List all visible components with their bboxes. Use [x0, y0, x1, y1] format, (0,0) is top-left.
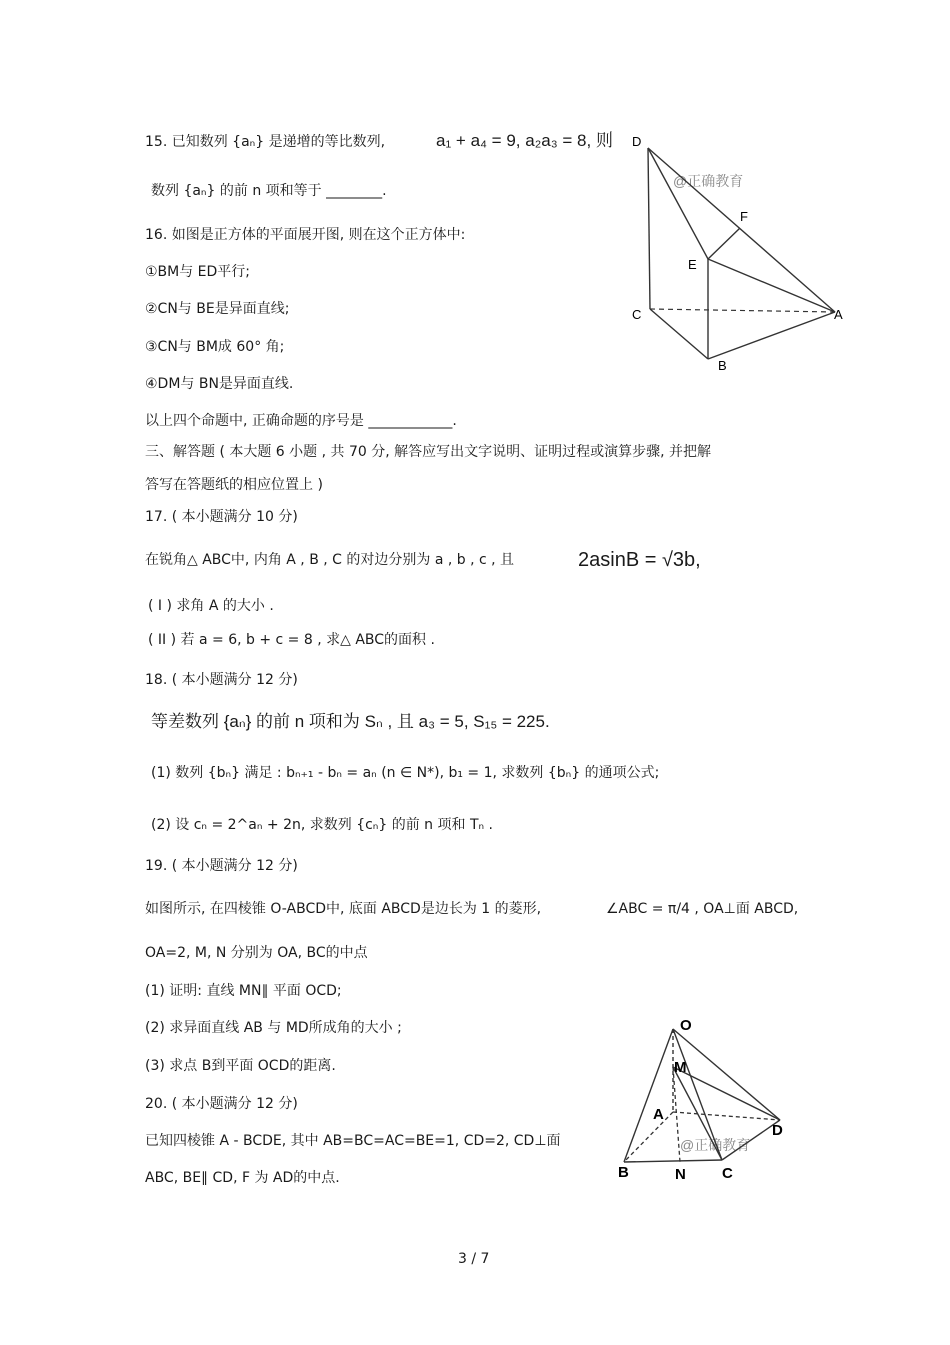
q18-part2: (2) 设 cₙ = 2^aₙ + 2n, 求数列 {cₙ} 的前 n 项和 Tₙ .	[151, 817, 493, 833]
figure1-label-E: E	[688, 257, 697, 272]
q16-statement-2: ②CN与 BE是异面直线;	[145, 301, 290, 317]
q17-equation: 2asinB = √3b,	[578, 549, 701, 571]
figure1-label-C: C	[632, 307, 642, 322]
q15-line2: 数列 {aₙ} 的前 n 项和等于 ________.	[151, 183, 387, 199]
q19-stem2: OA=2, M, N 分别为 OA, BC的中点	[145, 945, 368, 961]
figure2-label-M: M	[674, 1059, 687, 1076]
q16-title: 16. 如图是正方体的平面展开图, 则在这个正方体中:	[145, 227, 466, 243]
q17-part1: ( I ) 求角 A 的大小 .	[148, 598, 274, 614]
figure2-label-A: A	[653, 1106, 664, 1123]
tetrahedron-figure	[625, 128, 850, 378]
q18-stem: 等差数列 {aₙ} 的前 n 项和为 Sₙ , 且 a₃ = 5, S₁₅ = 225.	[151, 712, 550, 731]
q16-answer: 以上四个命题中, 正确命题的序号是 ____________.	[145, 413, 457, 429]
figure2-label-N: N	[675, 1166, 686, 1183]
q15-line1: 15. 已知数列 {aₙ} 是递增的等比数列,	[145, 134, 386, 150]
figure2-label-O: O	[680, 1017, 692, 1034]
q19-part1: (1) 证明: 直线 MN∥ 平面 OCD;	[145, 983, 342, 999]
q19-condition: ∠ABC = π/4 , OA⊥面 ABCD,	[606, 901, 799, 917]
q17-stem: 在锐角△ ABC中, 内角 A , B , C 的对边分别为 a , b , c , 且	[145, 552, 515, 568]
q19-part3: (3) 求点 B到平面 OCD的距离.	[145, 1058, 336, 1074]
pyramid-figure	[610, 1012, 800, 1184]
q16-statement-1: ①BM与 ED平行;	[145, 264, 251, 280]
q17-title: 17. ( 本小题满分 10 分)	[145, 509, 298, 525]
figure2-label-D: D	[772, 1122, 783, 1139]
figure2-label-B: B	[618, 1164, 629, 1181]
q20-title: 20. ( 本小题满分 12 分)	[145, 1096, 298, 1112]
figure2-watermark: @正确教育	[680, 1137, 751, 1153]
q19-stem: 如图所示, 在四棱锥 O-ABCD中, 底面 ABCD是边长为 1 的菱形,	[145, 901, 542, 917]
figure2-label-C: C	[722, 1165, 733, 1182]
page-number: 3 / 7	[458, 1251, 490, 1267]
q19-title: 19. ( 本小题满分 12 分)	[145, 858, 298, 874]
q18-title: 18. ( 本小题满分 12 分)	[145, 672, 298, 688]
q15-equation: a₁ + a₄ = 9, a₂a₃ = 8, 则	[436, 131, 613, 150]
figure1-label-B: B	[718, 358, 727, 373]
figure1-label-F: F	[740, 209, 748, 224]
section3-line1: 三、解答题 ( 本大题 6 小题 , 共 70 分, 解答应写出文字说明、证明过程或演算步骤, 并把解	[145, 444, 712, 460]
q16-statement-4: ④DM与 BN是异面直线.	[145, 376, 294, 392]
q18-part1: (1) 数列 {bₙ} 满足 : bₙ₊₁ - bₙ = aₙ (n ∈ N*), b₁ = 1, 求数列 {bₙ} 的通项公式;	[151, 765, 660, 781]
figure1-watermark: @正确教育	[673, 173, 744, 189]
q20-stem: 已知四棱锥 A - BCDE, 其中 AB=BC=AC=BE=1, CD=2, CD⊥面	[145, 1133, 561, 1149]
figure1-label-D: D	[632, 134, 642, 149]
figure1-label-A: A	[834, 307, 843, 322]
q19-part2: (2) 求异面直线 AB 与 MD所成角的大小 ;	[145, 1020, 402, 1036]
q20-stem2: ABC, BE∥ CD, F 为 AD的中点.	[145, 1170, 340, 1186]
section3-line2: 答写在答题纸的相应位置上 )	[145, 477, 323, 493]
q16-statement-3: ③CN与 BM成 60° 角;	[145, 339, 285, 355]
q17-part2: ( II ) 若 a = 6, b + c = 8 , 求△ ABC的面积 .	[148, 632, 435, 648]
